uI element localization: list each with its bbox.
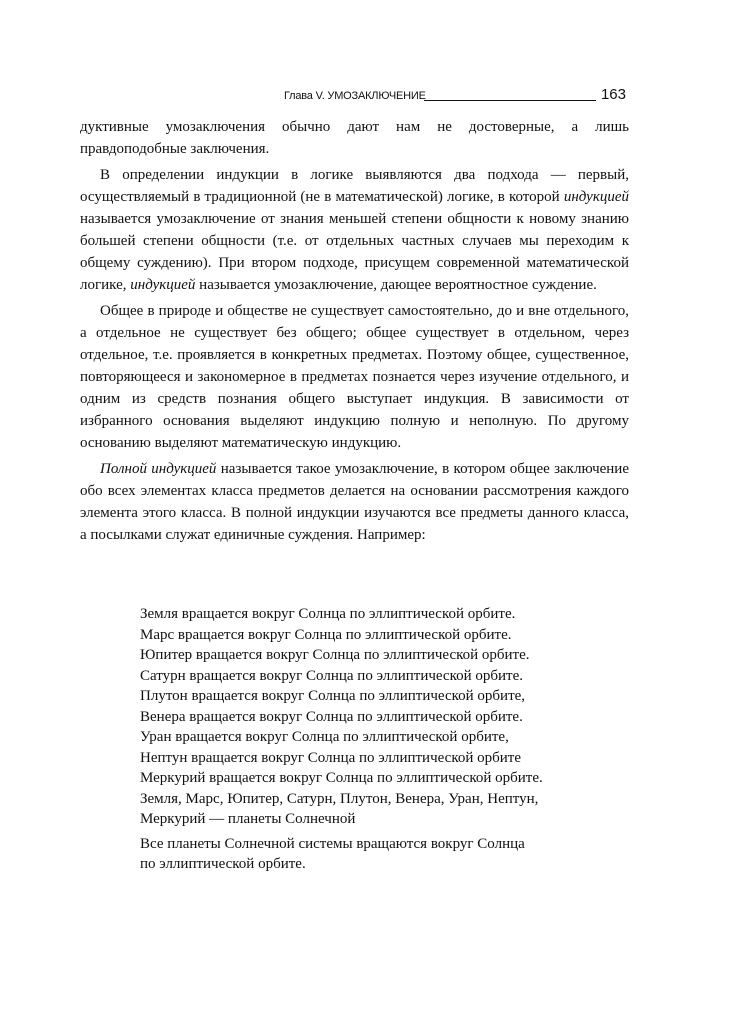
paragraph-1: дуктивные умозаключения обычно дают нам не достоверные, а лишь правдоподобные заключения. [80, 119, 629, 157]
premise-line: Сатурн вращается вокруг Солнца по эллиптической орбите. [140, 667, 523, 684]
premise-line: Юпитер вращается вокруг Солнца по эллиптической орбите. [140, 647, 530, 663]
premise-line: Уран вращается вокруг Солнца по эллиптической орбите, [140, 729, 509, 745]
paragraph-4-rest: называется такое умозаключение, в котором общее заключение обо всех элементах класса предметов делается на основании рассмотрения каждого элемента этого класса. В полной индукции изучаются все предметы данного класса, а посылками служат единичные суждения. Например: [80, 461, 629, 543]
term-induction-2: индукцией [130, 277, 196, 293]
term-induction-1: индукцией [563, 189, 629, 205]
chapter-title: Глава V. УМОЗАКЛЮЧЕНИЕ [284, 90, 426, 102]
premise-line: Плутон вращается вокруг Солнца по эллиптической орбите, [140, 688, 526, 704]
premise-line: Нептун вращается вокруг Солнца по эллиптической орбите [140, 749, 521, 766]
premise-line: Марс вращается вокруг Солнца по эллиптической орбите. [140, 626, 512, 643]
page-number: 163 [600, 86, 626, 103]
term-full-induction: Полной индукцией [100, 461, 217, 477]
conclusion-line: по эллиптической орбите. [140, 856, 306, 872]
paragraph-2-part-b: называется умозаключение от знания меньшей степени общности к новому знанию большей степени общности (т.е. от отдельных частных случаев мы переходим к общему суждению). При втором подходе, присущем современной математической логике, [80, 211, 629, 293]
paragraph-3: Общее в природе и обществе не существует самостоятельно, до и вне отдельного, а отдельное не существует без общего; общее существует в отдельном, через отдельное, т.е. проявляется в конкретных предметах. Поэтому общее, существенное, повторяющееся и закономерное в предметах познается через изучение отдельного, и одним из средств познания общего выступает индукция. В зависимости от избранного основания выделяют индукцию полную и неполную. По другому основанию выделяют математическую индукцию. [80, 303, 629, 451]
conclusion-line: Все планеты Солнечной системы вращаются вокруг Солнца [140, 835, 525, 852]
paragraph-2-part-c: называется умозаключение, дающее вероятностное суждение. [195, 277, 597, 293]
induction-example [140, 604, 610, 875]
premise-line: Венера вращается вокруг Солнца по эллиптической орбите. [140, 708, 523, 725]
paragraph-4 [80, 458, 629, 546]
premise-line: Земля вращается вокруг Солнца по эллиптической орбите. [140, 606, 516, 622]
premise-line: Меркурий — планеты Солнечной [140, 811, 356, 827]
premise-line: Земля, Марс, Юпитер, Сатурн, Плутон, Венера, Уран, Нептун, [140, 790, 539, 807]
paragraph-2 [80, 164, 629, 296]
premise-line: Меркурий вращается вокруг Солнца по эллиптической орбите. [140, 770, 543, 786]
running-header [284, 86, 626, 106]
paragraph-2-part-a: В определении индукции в логике выявляются два подхода — первый, осуществляемый в традиционной (не в математической) логике, в которой [80, 167, 629, 205]
body-text [80, 116, 629, 546]
header-rule [424, 100, 596, 101]
